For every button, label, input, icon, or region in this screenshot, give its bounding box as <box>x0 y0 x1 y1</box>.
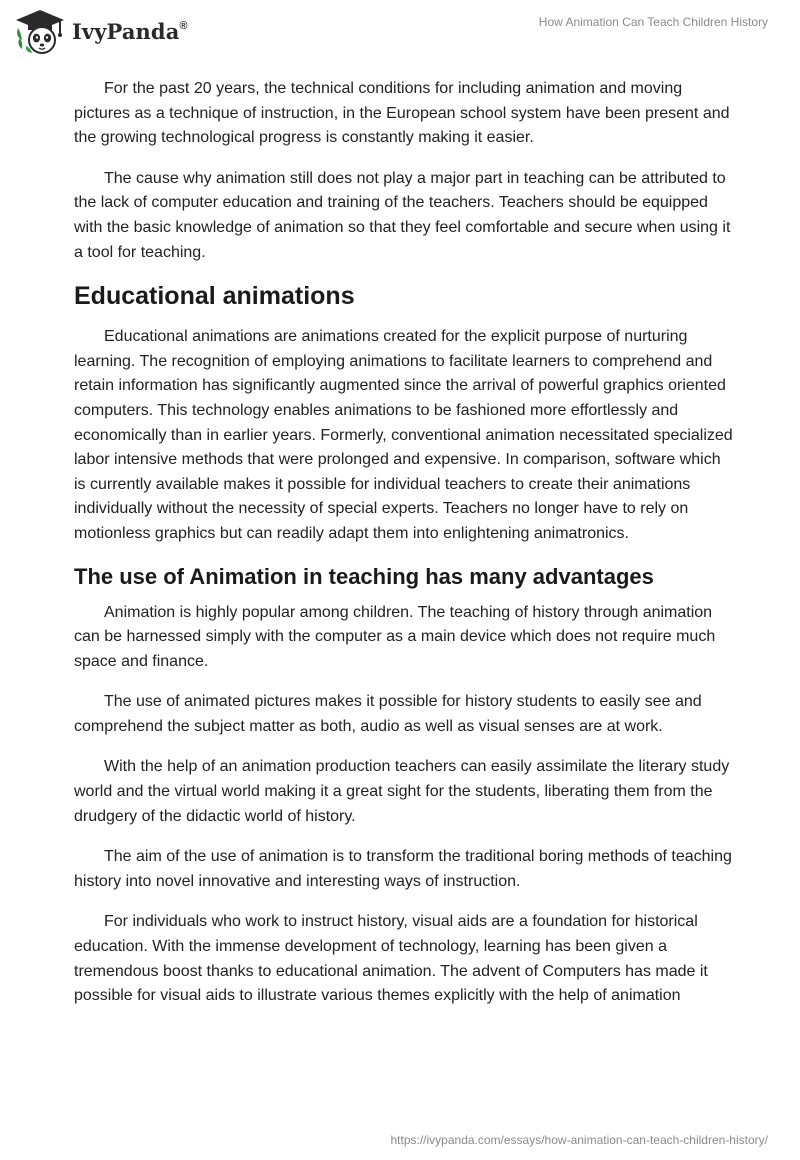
source-url[interactable]: https://ivypanda.com/essays/how-animation-can-teach-children-history/ <box>390 1133 768 1147</box>
panda-graduate-icon <box>14 8 66 54</box>
registered-mark: ® <box>179 19 188 32</box>
section-heading-educational-animations: Educational animations <box>74 282 355 311</box>
document-title: How Animation Can Teach Children History <box>538 15 768 29</box>
paragraph: For the past 20 years, the technical conditions for including animation and moving pictures as a technique of instruction, in the European school system have been present and the growing technological progress is constantly making it easier. <box>74 80 730 147</box>
brand-name: IvyPanda® <box>72 18 188 44</box>
paragraph: For individuals who work to instruct history, visual aids are a foundation for historical education. With the immense development of technology, learning has been given a tremendous boost thanks to educational animation. The advent of Computers has made it possible for visual aids to illustrate various themes explicitly with the help of animation <box>74 913 708 1005</box>
paragraph: The use of animated pictures makes it possible for history students to easily see and comprehend the subject matter as both, audio as well as visual senses are at work. <box>74 693 702 735</box>
paragraph: With the help of an animation production teachers can easily assimilate the literary study world and the virtual world making it a great sight for the students, liberating them from the drudgery of the didactic world of history. <box>74 758 730 825</box>
section-heading-advantages: The use of Animation in teaching has many advantages <box>74 563 654 589</box>
paragraph: The aim of the use of animation is to transform the traditional boring methods of teaching history into novel innovative and interesting ways of instruction. <box>74 848 732 890</box>
paragraph: Animation is highly popular among children. The teaching of history through animation can be harnessed simply with the computer as a main device which does not require much space and finance. <box>74 603 716 670</box>
page-header <box>0 0 800 60</box>
paragraph: Educational animations are animations created for the explicit purpose of nurturing learning. The recognition of employing animations to facilitate learners to comprehend and retain information has significantly augmented since the arrival of powerful graphics oriented computers. This technology enables animations to be fashioned more effortlessly and economically than in earlier years. Formerly, conventional animation necessitated specialized labor intensive methods that were prolonged and expensive. In comparison, software which is currently available makes it possible for individual teachers to create their animations individually without the necessity of special experts. Teachers no longer have to rely on motionless graphics but can readily adapt them into enlightening animatronics. <box>74 328 733 542</box>
paragraph: The cause why animation still does not play a major part in teaching can be attributed to the lack of computer education and training of the teachers. Teachers should be equipped with the basic knowledge of animation so that they feel comfortable and secure when using it a tool for teaching. <box>74 169 731 261</box>
article-body <box>74 77 734 1025</box>
ivypanda-logo[interactable] <box>14 8 188 54</box>
